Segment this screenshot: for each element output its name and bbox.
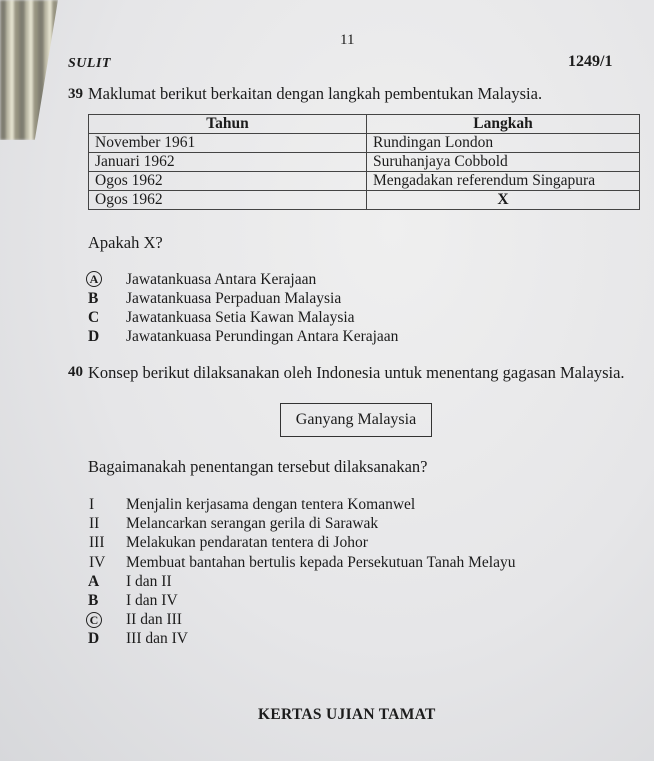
table-row (89, 134, 640, 153)
option-letter: B (88, 592, 99, 609)
table-row (89, 191, 640, 210)
option-letter: D (88, 328, 100, 345)
statement-text: Menjalin kerjasama dengan tentera Komanwel (126, 496, 416, 513)
question-40-prompt: Bagaimanakah penentangan tersebut dilaksanakan? (88, 457, 428, 476)
concept-box: Ganyang Malaysia (280, 403, 432, 437)
statement-text: Membuat bantahan bertulis kepada Persekutuan Tanah Melayu (126, 554, 516, 571)
classification-label: SULIT (68, 56, 111, 71)
page-number: 11 (340, 32, 355, 48)
table-header-row (89, 115, 640, 134)
option-text: Jawatankuasa Antara Kerajaan (126, 271, 317, 288)
option-text: Jawatankuasa Perundingan Antara Kerajaan (126, 328, 399, 345)
table-cell-step: Rundingan London (367, 134, 640, 153)
table-header-year: Tahun (89, 115, 367, 134)
statement-numeral: IV (89, 554, 106, 571)
table-cell-year: November 1961 (89, 134, 367, 153)
table-cell-year: Januari 1962 (89, 153, 367, 172)
option-text: III dan IV (126, 630, 188, 647)
table-cell-step: Suruhanjaya Cobbold (367, 153, 640, 172)
table-row (89, 153, 640, 172)
steps-table (88, 114, 640, 210)
option-letter: B (88, 290, 99, 307)
question-40-stem: Konsep berikut dilaksanakan oleh Indonesia untuk menentang gagasan Malaysia. (88, 363, 625, 382)
option-text: I dan IV (126, 592, 178, 609)
statement-text: Melancarkan serangan gerila di Sarawak (126, 515, 379, 532)
option-text: II dan III (126, 611, 182, 628)
table-cell-year: Ogos 1962 (89, 172, 367, 191)
option-text: I dan II (126, 573, 172, 590)
table-cell-step: Mengadakan referendum Singapura (367, 172, 640, 191)
option-letter: C (88, 309, 100, 326)
option-text: Jawatankuasa Setia Kawan Malaysia (126, 309, 355, 326)
question-39-prompt: Apakah X? (88, 233, 163, 252)
option-letter-marked: C (86, 611, 102, 629)
end-of-paper-label: KERTAS UJIAN TAMAT (258, 706, 436, 723)
table-cell-unknown-x: X (367, 191, 640, 210)
statement-text: Melakukan pendaratan tentera di Johor (126, 534, 368, 551)
question-39-stem: Maklumat berikut berkaitan dengan langkah pembentukan Malaysia. (88, 84, 543, 103)
option-letter: A (88, 573, 100, 590)
statement-numeral: II (89, 515, 100, 532)
question-39-number: 39 (68, 86, 83, 102)
table-header-step: Langkah (367, 115, 640, 134)
option-letter-marked: A (86, 270, 102, 288)
statement-numeral: III (89, 534, 105, 551)
option-letter: D (88, 630, 100, 647)
paper-code: 1249/1 (568, 53, 613, 70)
table-row (89, 172, 640, 191)
question-40-number: 40 (68, 364, 83, 380)
statement-numeral: I (89, 496, 95, 513)
option-text: Jawatankuasa Perpaduan Malaysia (126, 290, 342, 307)
table-cell-year: Ogos 1962 (89, 191, 367, 210)
